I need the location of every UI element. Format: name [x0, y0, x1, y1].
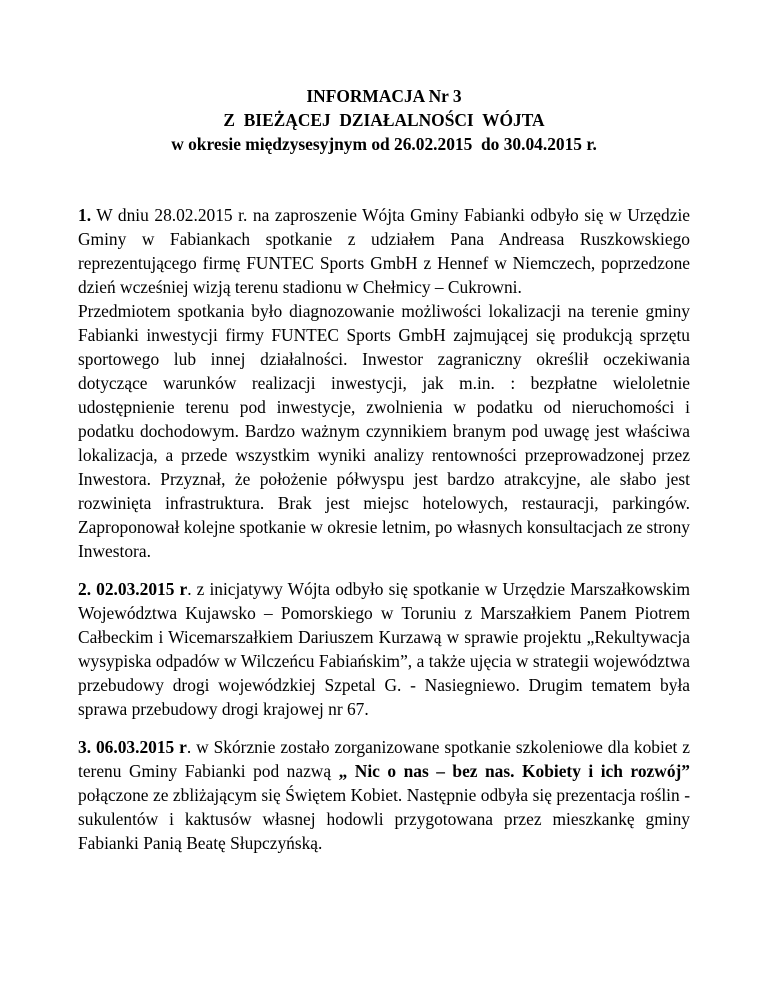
header-period: w okresie międzysesyjnym od 26.02.2015 do 30.04.2015 r.: [171, 134, 597, 154]
section-text: . w Skórznie zostało zorganizowane spotkanie szkoleniowe dla kobiet z terenu Gminy Fabianki pod nazwą: [78, 737, 690, 781]
section-1-paragraph-2: Przedmiotem spotkania było diagnozowanie możliwości lokalizacji na terenie gminy Fabianki inwestycji firmy FUNTEC Sports GmbH zajmującej się produkcją sprzętu sportowego lub innej działalności. Inwestor zagraniczny określił oczekiwania dotyczące warunków realizacji inwestycji, jak m.in. : bezpłatne wieloletnie udostępnienie terenu pod inwestycje, zwolnienia w podatku od nieruchomości i podatku dochodowym. Bardzo ważnym czynnikiem branym pod uwagę jest właściwa lokalizacja, a przede wszystkim wyniki analizy rentowności przeprowadzonej przez Inwestora. Przyznał, że położenie półwyspu jest bardzo atrakcyjne, ale słabo jest rozwinięta infrastruktura. Brak jest miejsc hotelowych, restauracji, parkingów. Zaproponował kolejne spotkanie w okresie letnim, po własnych konsultacjach ze strony Inwestora.: [78, 301, 690, 561]
section-1: [78, 203, 690, 563]
section-1-paragraph-1: [78, 203, 690, 299]
section-3: [78, 735, 690, 855]
section-text-continued: połączone ze zbliżającym się Świętem Kobiet. Następnie odbyła się prezentacja roślin - sukulentów i kaktusów własnej hodowli przygotowana przez mieszkankę gminy Fabianki Panią Beatę Słupczyńską.: [78, 785, 690, 853]
section-3-paragraph: [78, 735, 690, 855]
section-date: 06.03.2015 r: [95, 737, 187, 757]
header-title: INFORMACJA Nr 3: [306, 86, 462, 106]
header-subtitle: Z BIEŻĄCEJ DZIAŁALNOŚCI WÓJTA: [223, 110, 545, 130]
event-title: „ Nic o nas – bez nas. Kobiety i ich rozwój”: [338, 761, 690, 781]
section-text: W dniu 28.02.2015 r. na zaproszenie Wójta Gminy Fabianki odbyło się w Urzędzie Gminy w Fabiankach spotkanie z udziałem Pana Andreasa Ruszkowskiego reprezentującego firmę FUNTEC Sports GmbH z Hennef w Niemczech, poprzedzone dzień wcześniej wizją terenu stadionu w Chełmicy – Cukrowni.: [78, 205, 690, 297]
document-page: [78, 84, 690, 855]
section-2-paragraph: [78, 577, 690, 721]
section-number: 1.: [78, 205, 92, 225]
section-date: 02.03.2015 r: [96, 579, 188, 599]
section-number: 3.: [78, 737, 92, 757]
section-text: . z inicjatywy Wójta odbyło się spotkanie w Urzędzie Marszałkowskim Województwa Kujawsko – Pomorskiego w Toruniu z Marszałkiem Panem Piotrem Całbeckim i Wicemarszałkiem Dariuszem Kurzawą w sprawie projektu „Rekultywacja wysypiska odpadów w Wilczeńcu Fabiańskim”, a także ujęcia w strategii województwa przebudowy drogi wojewódzkiej Szpetal G. - Nasiegniewo. Drugim tematem była sprawa przebudowy drogi krajowej nr 67.: [78, 579, 690, 719]
section-2: [78, 577, 690, 721]
document-header: [78, 84, 690, 156]
section-number: 2.: [78, 579, 92, 599]
